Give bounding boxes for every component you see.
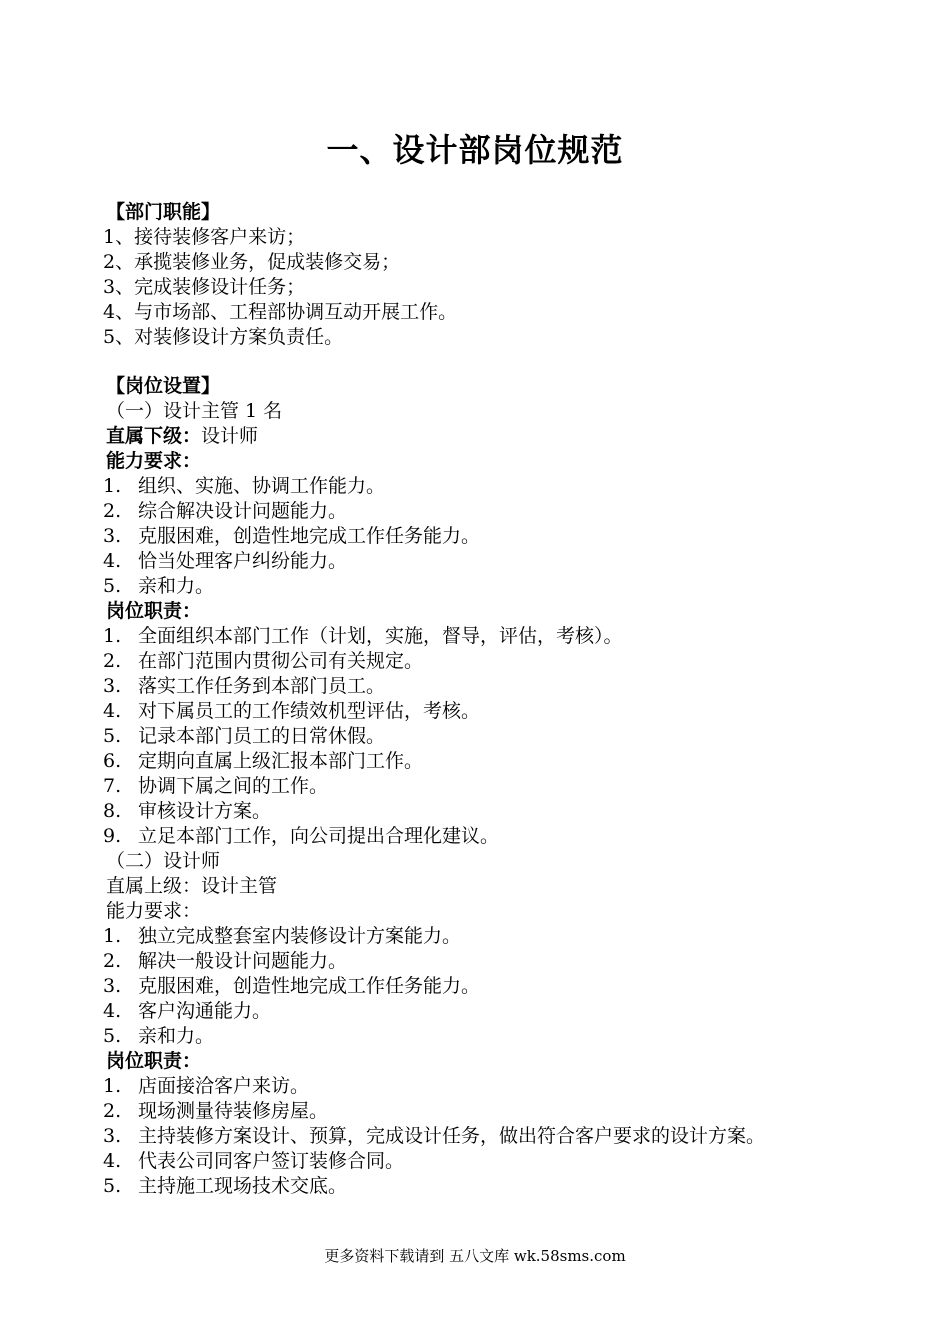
manager-duty-item: 5. 记录本部门员工的日常休假。 [103,725,386,747]
designer-ability-label: 能力要求： [106,900,202,922]
page-footer: 更多资料下载请到 五八文库 wk.58sms.com [324,1247,626,1265]
designer-duty-item: 1. 店面接洽客户来访。 [103,1075,310,1097]
designer-ability-item: 3. 克服困难，创造性地完成工作任务能力。 [103,975,481,997]
dept-function-item: 1、接待装修客户来访； [103,226,306,248]
designer-ability-item: 5. 亲和力。 [103,1025,215,1047]
section-spacer [103,350,863,374]
manager-duty-item: 4. 对下属员工的工作绩效机型评估，考核。 [103,700,481,722]
positions-heading: 【岗位设置】 [106,375,221,397]
manager-ability-label: 能力要求： [106,450,202,472]
manager-ability-item: 4. 恰当处理客户纠纷能力。 [103,550,348,572]
manager-ability-item: 2. 综合解决设计问题能力。 [103,500,348,522]
manager-duty-item: 3. 落实工作任务到本部门员工。 [103,675,386,697]
dept-function-item: 2、承揽装修业务，促成装修交易； [103,251,401,273]
designer-duty-label: 岗位职责： [106,1050,202,1072]
manager-title: （一）设计主管 1 名 [106,400,283,422]
manager-ability-item: 3. 克服困难，创造性地完成工作任务能力。 [103,525,481,547]
manager-ability-item: 1. 组织、实施、协调工作能力。 [103,475,386,497]
manager-duty-item: 2. 在部门范围内贯彻公司有关规定。 [103,650,424,672]
subordinate-label: 直属下级： [106,425,202,447]
page-title: 一、设计部岗位规范 [326,131,624,169]
designer-title: （二）设计师 [106,850,221,872]
manager-duty-label: 岗位职责： [106,600,202,622]
subordinate-value: 设计师 [201,425,259,447]
designer-duty-item: 2. 现场测量待装修房屋。 [103,1100,329,1122]
manager-duty-item: 8. 审核设计方案。 [103,800,272,822]
designer-ability-item: 4. 客户沟通能力。 [103,1000,272,1022]
manager-duty-item: 9. 立足本部门工作，向公司提出合理化建议。 [103,825,500,847]
dept-function-item: 4、与市场部、工程部协调互动开展工作。 [103,301,458,323]
manager-duty-item: 7. 协调下属之间的工作。 [103,775,329,797]
designer-duty-item: 5. 主持施工现场技术交底。 [103,1175,348,1197]
manager-ability-item: 5. 亲和力。 [103,575,215,597]
designer-ability-item: 1. 独立完成整套室内装修设计方案能力。 [103,925,462,947]
designer-ability-item: 2. 解决一般设计问题能力。 [103,950,348,972]
manager-duty-item: 6. 定期向直属上级汇报本部门工作。 [103,750,424,772]
manager-duty-item: 1. 全面组织本部门工作（计划，实施，督导，评估，考核）。 [103,625,623,647]
designer-superior-line: 直属上级：设计主管 [106,875,278,897]
manager-subordinate-line [103,424,863,449]
document-body [103,200,863,1199]
dept-function-item: 3、完成装修设计任务； [103,276,306,298]
dept-function-heading: 【部门职能】 [106,201,221,223]
designer-duty-item: 4. 代表公司同客户签订装修合同。 [103,1150,405,1172]
designer-duty-item: 3. 主持装修方案设计、预算，完成设计任务，做出符合客户要求的设计方案。 [103,1125,766,1147]
dept-function-item: 5、对装修设计方案负责任。 [103,326,344,348]
